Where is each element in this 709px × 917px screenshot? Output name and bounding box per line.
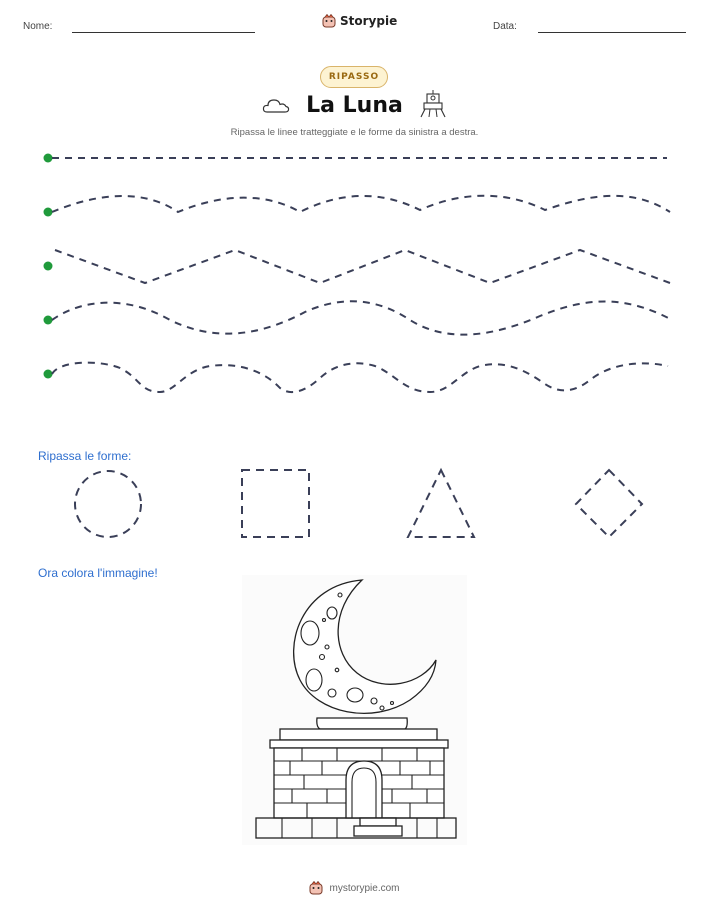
trace-square (242, 470, 309, 537)
start-dot (44, 208, 53, 217)
storypie-mascot-icon (322, 14, 336, 28)
tracing-line-gentle-wave (44, 196, 671, 217)
tracing-line-loop-wave (44, 363, 669, 392)
trace-triangle (408, 470, 474, 537)
review-badge: RIPASSO (320, 66, 388, 88)
date-label: Data: (493, 21, 517, 32)
trace-diamond (576, 470, 642, 537)
brand-name: Storypie (340, 14, 398, 28)
start-dot (44, 370, 53, 379)
name-line (72, 32, 255, 33)
start-dot (44, 316, 53, 325)
tracing-shapes (0, 462, 709, 547)
footer-site: mystorypie.com (329, 882, 400, 894)
moon-pedestal-coloring-image (242, 575, 467, 845)
name-label: Nome: (23, 21, 53, 32)
tracing-line-wave (44, 301, 673, 334)
tracing-lines (0, 140, 709, 400)
tracing-line-straight (44, 154, 668, 163)
footer (0, 881, 709, 895)
storypie-mascot-icon (309, 881, 323, 895)
start-dot (44, 154, 53, 163)
shapes-heading: Ripassa le forme: (38, 449, 132, 463)
trace-circle (75, 471, 141, 537)
lunar-lander-icon (418, 90, 448, 118)
brand-logo (322, 14, 397, 28)
date-line (538, 32, 686, 33)
page-title: La Luna (306, 93, 403, 118)
start-dot (44, 262, 53, 271)
tracing-line-zigzag (44, 250, 671, 283)
instructions: Ripassa le linee tratteggiate e le forme da sinistra a destra. (230, 127, 479, 138)
coloring-heading: Ora colora l'immagine! (38, 566, 158, 580)
